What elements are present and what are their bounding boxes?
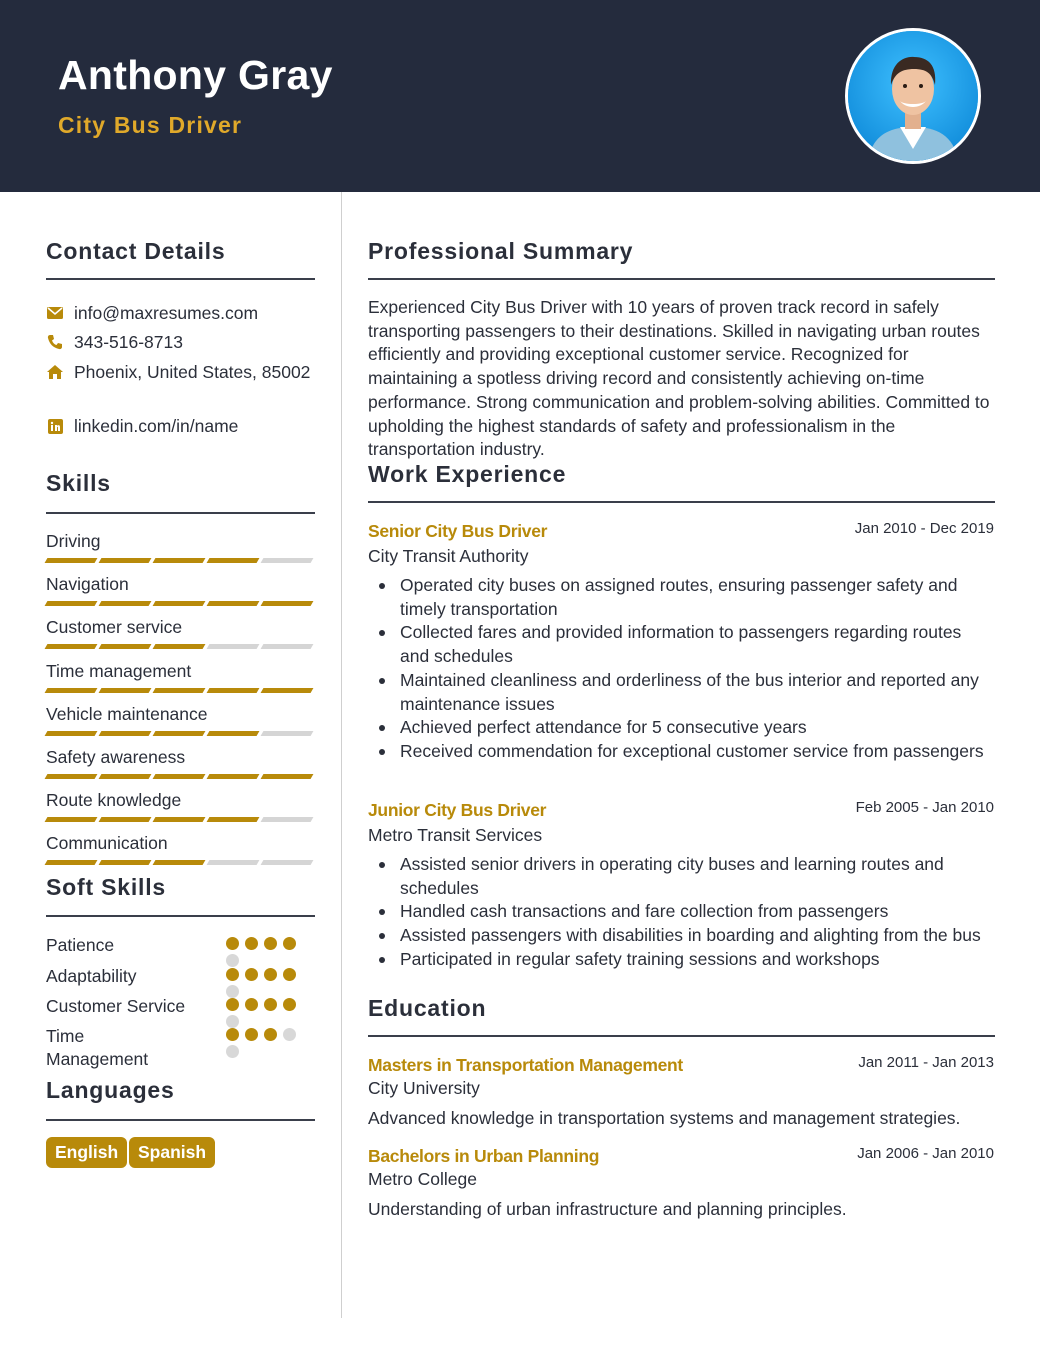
skill-segment-empty (261, 817, 314, 822)
rating-dot-filled (245, 998, 258, 1011)
language-badge: Spanish (129, 1137, 215, 1168)
skill-level-bar (46, 601, 315, 606)
contact-address-text: Phoenix, United States, 85002 (74, 361, 311, 382)
skills-section-title: Skills (46, 470, 111, 496)
experience-section-title: Work Experience (368, 461, 567, 487)
skill-segment-filled (207, 817, 260, 822)
contact-email[interactable] (46, 301, 258, 325)
skill-segment-empty (207, 644, 260, 649)
job-dates: Jan 2010 - Dec 2019 (854, 520, 994, 537)
skill-segment-filled (45, 644, 98, 649)
education-dates: Jan 2006 - Jan 2010 (857, 1145, 994, 1162)
job-organization: Metro Transit Services (368, 825, 543, 845)
skill-segment-filled (45, 688, 98, 693)
summary-section-title: Professional Summary (368, 238, 634, 264)
rating-dot-empty (226, 1015, 239, 1028)
skill-segment-filled (207, 731, 260, 736)
skill-segment-filled (99, 688, 152, 693)
soft-skill-name: Adaptability (46, 966, 137, 986)
skill-segment-filled (207, 774, 260, 779)
soft-skill-name: Customer Service (46, 996, 186, 1016)
skill-segment-filled (261, 774, 314, 779)
skill-segment-empty (261, 860, 314, 865)
skill-segment-filled (153, 860, 206, 865)
section-rule (46, 915, 315, 917)
section-rule (368, 501, 995, 503)
language-badge: English (46, 1137, 127, 1168)
soft-skills-section-title: Soft Skills (46, 874, 166, 900)
skill-segment-filled (207, 688, 260, 693)
skill-segment-filled (99, 601, 152, 606)
job-bullet: Assisted senior drivers in operating city buses and learning routes and schedules (400, 853, 995, 900)
phone-icon (46, 333, 64, 351)
job-bullets (400, 853, 995, 972)
skill-segment-filled (207, 601, 260, 606)
job-bullet: Achieved perfect attendance for 5 consecutive years (400, 716, 995, 740)
skill-level-bar (46, 817, 315, 822)
skill-segment-filled (45, 774, 98, 779)
rating-dot-filled (264, 998, 277, 1011)
skill-segment-filled (45, 601, 98, 606)
rating-dot-empty (283, 1028, 296, 1041)
job-title: Senior City Bus Driver (368, 521, 548, 541)
skill-segment-filled (261, 688, 314, 693)
skill-item (46, 832, 315, 865)
skill-segment-filled (153, 601, 206, 606)
column-divider (341, 192, 342, 1318)
job-dates: Feb 2005 - Jan 2010 (855, 799, 994, 816)
rating-dot-filled (245, 1028, 258, 1041)
rating-dot-filled (264, 968, 277, 981)
contact-phone[interactable] (46, 330, 183, 354)
skill-segment-filled (261, 601, 314, 606)
skill-name: Customer service (46, 617, 183, 638)
school-name: City University (368, 1078, 480, 1098)
skill-segment-filled (153, 558, 206, 563)
soft-skill-name: Time Management (46, 1026, 149, 1069)
skill-segment-filled (99, 817, 152, 822)
languages-section-title: Languages (46, 1077, 175, 1103)
skill-segment-filled (45, 817, 98, 822)
section-rule (368, 278, 995, 280)
skill-name: Navigation (46, 574, 129, 595)
home-icon (46, 363, 64, 381)
skill-segment-empty (261, 558, 314, 563)
job-organization: City Transit Authority (368, 546, 529, 566)
profile-photo (845, 28, 981, 164)
skill-name: Safety awareness (46, 747, 186, 767)
job-title: Junior City Bus Driver (368, 800, 547, 820)
skill-segment-filled (45, 731, 98, 736)
contact-phone-text: 343-516-8713 (74, 331, 183, 352)
skill-level-bar (46, 688, 315, 693)
rating-dot-filled (264, 937, 277, 950)
job-bullet: Participated in regular safety training sessions and workshops (400, 948, 995, 972)
education-description: Advanced knowledge in transportation systems and management strategies. (368, 1108, 961, 1128)
skill-segment-filled (153, 688, 206, 693)
degree-title: Masters in Transportation Management (368, 1055, 683, 1075)
skill-name: Vehicle maintenance (46, 703, 208, 724)
section-rule (46, 1119, 315, 1121)
school-name: Metro College (368, 1169, 477, 1189)
contact-linkedin[interactable] (46, 414, 238, 438)
skill-segment-filled (99, 731, 152, 736)
envelope-icon (46, 304, 64, 322)
skill-segment-empty (261, 731, 314, 736)
rating-dot-filled (283, 968, 296, 981)
candidate-role: City Bus Driver (58, 112, 243, 138)
rating-dot-empty (226, 1045, 239, 1058)
job-bullet: Received commendation for exceptional customer service from passengers (400, 740, 995, 764)
skill-segment-filled (45, 860, 98, 865)
education-section-title: Education (368, 995, 487, 1021)
contact-section-title: Contact Details (46, 238, 226, 264)
contact-email-text: info@maxresumes.com (74, 302, 259, 323)
rating-dot-filled (226, 968, 239, 981)
skill-name: Time management (46, 660, 192, 681)
contact-linkedin-text: linkedin.com/in/name (74, 415, 239, 436)
resume-header (0, 0, 1040, 192)
skill-segment-filled (99, 644, 152, 649)
contact-address (46, 360, 310, 384)
skill-segment-filled (207, 558, 260, 563)
skill-segment-filled (99, 774, 152, 779)
skill-segment-filled (153, 644, 206, 649)
skill-segment-filled (99, 558, 152, 563)
job-bullet: Operated city buses on assigned routes, ensuring passenger safety and timely transportation (400, 574, 995, 621)
skill-item (46, 616, 315, 649)
education-dates: Jan 2011 - Jan 2013 (858, 1054, 994, 1071)
skill-name: Communication (46, 833, 168, 854)
rating-dot-empty (226, 954, 239, 967)
rating-dot-empty (226, 985, 239, 998)
rating-dot-filled (226, 937, 239, 950)
rating-dot-filled (283, 937, 296, 950)
skill-item (46, 746, 315, 779)
rating-dot-filled (226, 1028, 239, 1041)
skill-item (46, 573, 315, 606)
job-bullet: Collected fares and provided information to passengers regarding routes and schedules (400, 621, 995, 668)
soft-skill-name: Patience (46, 935, 115, 955)
skill-name: Route knowledge (46, 790, 182, 811)
skill-level-bar (46, 644, 315, 649)
skill-segment-filled (45, 558, 98, 563)
skill-segment-filled (153, 817, 206, 822)
skill-level-bar (46, 860, 315, 865)
soft-skill-rating (226, 968, 306, 1002)
skill-item (46, 703, 315, 736)
section-rule (46, 278, 315, 280)
job-bullet: Assisted passengers with disabilities in boarding and alighting from the bus (400, 924, 995, 948)
skill-level-bar (46, 774, 315, 779)
job-bullets (400, 574, 995, 764)
skill-segment-empty (261, 644, 314, 649)
job-bullet: Maintained cleanliness and orderliness of the bus interior and reported any maintenance issues (400, 669, 995, 716)
skill-segment-filled (153, 774, 206, 779)
soft-skill-rating (226, 998, 306, 1032)
summary-text: Experienced City Bus Driver with 10 years of proven track record in safely transporting passengers to their destinations. Skilled in navigating urban routes efficiently and providing exceptional customer service. Recognized for maintaining a spotless driving record and consistently achieving on-time performance. Strong communication and problem-solving abilities. Committed to upholding the highest standards of safety and professionalism in the transportation industry. (368, 297, 990, 460)
degree-title: Bachelors in Urban Planning (368, 1146, 600, 1166)
rating-dot-filled (264, 1028, 277, 1041)
rating-dot-filled (283, 998, 296, 1011)
skill-segment-filled (99, 860, 152, 865)
rating-dot-filled (245, 937, 258, 950)
soft-skill-rating (226, 937, 306, 971)
education-description: Understanding of urban infrastructure and planning principles. (368, 1199, 847, 1219)
job-bullet: Handled cash transactions and fare collection from passengers (400, 900, 995, 924)
rating-dot-filled (245, 968, 258, 981)
skill-level-bar (46, 731, 315, 736)
section-rule (46, 512, 315, 514)
soft-skill-rating (226, 1028, 306, 1062)
skill-name: Driving (46, 531, 101, 551)
skill-level-bar (46, 558, 315, 563)
candidate-name: Anthony Gray (58, 52, 333, 98)
section-rule (368, 1035, 995, 1037)
skill-segment-filled (153, 731, 206, 736)
linkedin-icon (46, 417, 64, 435)
rating-dot-filled (226, 998, 239, 1011)
skill-item (46, 530, 315, 563)
skill-item (46, 789, 315, 822)
skill-segment-empty (207, 860, 260, 865)
skill-item (46, 660, 315, 693)
